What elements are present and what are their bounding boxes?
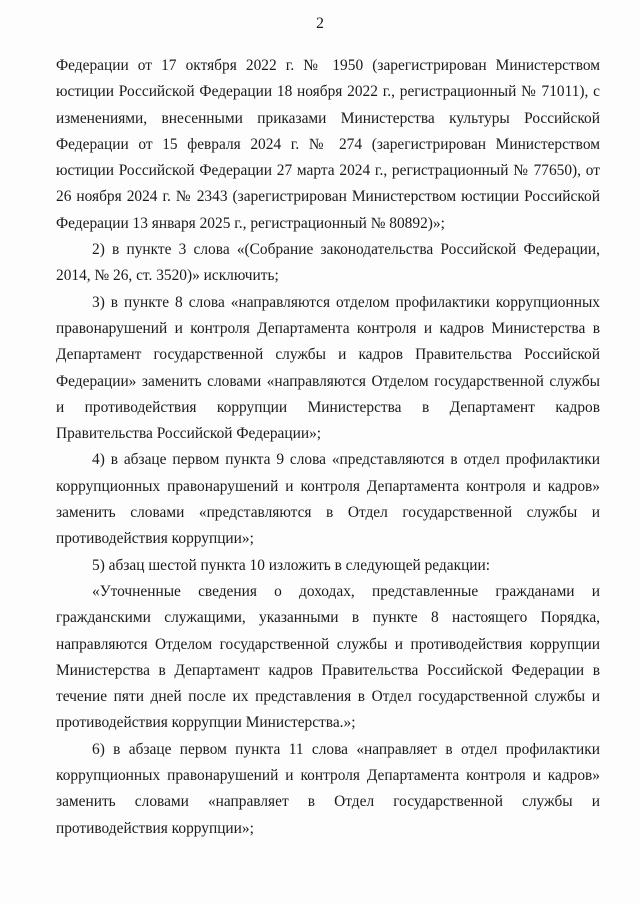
page-number: 2 xyxy=(316,15,324,32)
paragraph-item-3: 3) в пункте 8 слова «направляются отделом профилактики коррупционных правонарушений и контроля Департамента контроля и кадров Министерства в Департамент государственной службы и кадров Правительства Российской Федерации» заменить словами «направляются Отделом государственной службы и противодействия коррупции Министерства в Департамент кадров Правительства Российской Федерации»; xyxy=(56,293,600,443)
paragraph-item-5: 5) абзац шестой пункта 10 изложить в следующей редакции: xyxy=(92,556,491,574)
paragraph-item-6: 6) в абзаце первом пункта 11 слова «направляет в отдел профилактики коррупционных правонарушений и контроля Департамента контроля и кадров» заменить словами «направляет в Отдел государственной службы и противодействия коррупции»; xyxy=(56,740,600,837)
paragraph-continuation: Федерации от 17 октября 2022 г. № 1950 (зарегистрирован Министерством юстиции Российской Федерации 18 ноября 2022 г., регистрационный № 71011), с изменениями, внесенными приказами Министерства культуры Российской Федерации от 15 февраля 2024 г. № 274 (зарегистрирован Министерством юстиции Российской Федерации 27 марта 2024 г., регистрационный № 77650), от 26 ноября 2024 г. № 2343 (зарегистрирован Министерством юстиции Российской Федерации 13 января 2025 г., регистрационный № 80892)»; xyxy=(56,57,600,232)
document-body xyxy=(56,53,600,842)
paragraph-item-5-quote: «Уточненные сведения о доходах, представленные гражданами и гражданскими служащими, указанными в пункте 8 настоящего Порядка, направляются Отделом государственной службы и противодействия коррупции Министерства в Департамент кадров Правительства Российской Федерации в течение пяти дней после их представления в Отдел государственной службы и противодействия коррупции Министерства.»; xyxy=(56,582,600,732)
paragraph-item-2: 2) в пункте 3 слова «(Собрание законодательства Российской Федерации, 2014, № 26, ст. 3520)» исключить; xyxy=(56,241,600,285)
paragraph-item-4: 4) в абзаце первом пункта 9 слова «представляются в отдел профилактики коррупционных правонарушений и контроля Департамента контроля и кадров» заменить словами «представляются в Отдел государственной службы и противодействия коррупции»; xyxy=(56,451,600,548)
